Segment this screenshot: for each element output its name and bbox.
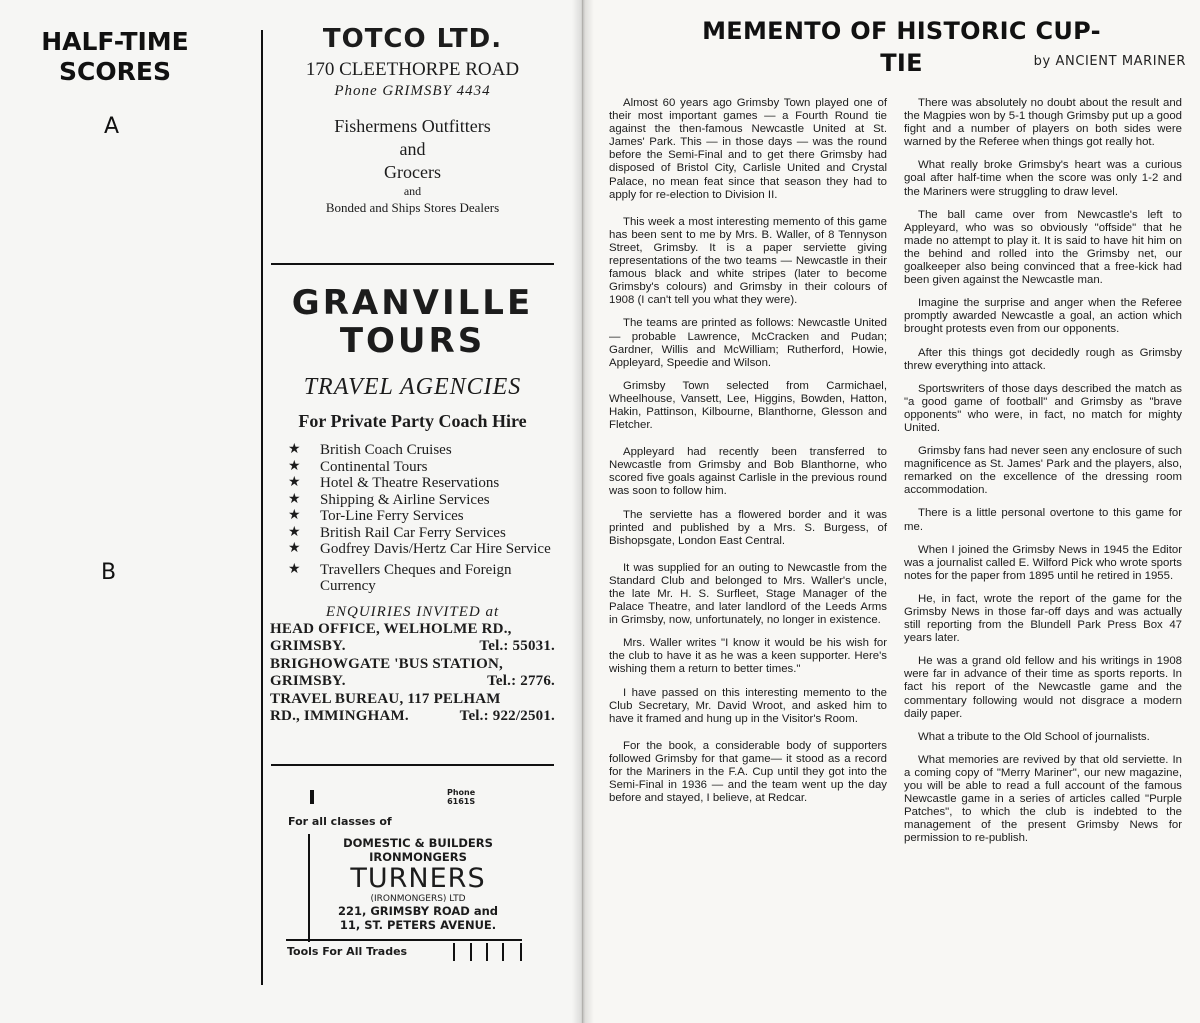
list-item — [284, 508, 555, 525]
domestic-line: DOMESTIC & BUILDERS — [343, 836, 493, 850]
star-icon: ★ — [288, 491, 301, 507]
star-icon: ★ — [288, 541, 301, 556]
star-icon: ★ — [288, 458, 301, 474]
paragraph: What really broke Grimsby's heart was a curious goal after half-time when the score was only 1-2 and the Mariners were struggling to draw level. — [904, 159, 1182, 198]
ad-frame-left — [308, 834, 310, 942]
address-line — [270, 708, 555, 726]
paragraph: There was absolutely no doubt about the result and the Magpies won by 5-1 though Grimsby put up a good fight and a number of players on both sides were warned by the Referee when things got really hot. — [904, 97, 1182, 149]
service-label: Travellers Cheques and Foreign Currency — [320, 561, 512, 594]
column-divider — [261, 30, 263, 985]
ironmongers-line: IRONMONGERS — [369, 850, 467, 864]
halftime-title-line2: SCORES — [59, 57, 171, 86]
article-column-right — [904, 97, 1182, 856]
service-label: Tor-Line Ferry Services — [320, 508, 464, 524]
paragraph: I have passed on this interesting memento to the Club Secretary, Mr. David Wroot, and asked him to have it framed and hung up in the Visitor's Room. — [609, 686, 887, 725]
paragraph: What memories are revived by that old serviette. In a coming copy of "Merry Mariner", our new magazine, you will be able to read a full account of the famous Newcastle game in a series of articles called "Purple Patches", to which the club is indebted to the management of the present Grimsby News for permission to re-publish. — [904, 753, 1182, 845]
address-phone: Tel.: 922/2501. — [459, 708, 555, 725]
totco-phone: Phone GRIMSBY 4434 — [334, 83, 491, 99]
turners-ltd: (IRONMONGERS) LTD — [370, 894, 466, 904]
ad-divider-2 — [271, 764, 554, 766]
paragraph: Sportswriters of those days described the match as "a good game of football" and Grimsby as "brave opponents" who were, in fact, no match for mighty United. — [904, 382, 1182, 434]
list-item — [284, 475, 555, 492]
service-label: Hotel & Theatre Reservations — [320, 475, 500, 491]
ad-tick — [453, 943, 455, 961]
totco-line-and: and — [399, 139, 426, 159]
list-item — [284, 562, 555, 595]
paragraph: The ball came over from Newcastle's left to Appleyard, who was so obviously "offside" that he made no attempt to play it. It is said to have hit him on the behind and rolled into the Grimsby net, our goalkeeper also being convinced that a free-kick had been given against the Newcastle man. — [904, 208, 1182, 287]
phone-label: Phone — [447, 788, 476, 797]
paragraph: Imagine the surprise and anger when the Referee promptly awarded Newcastle a goal, an action which brought protests even from our opponents. — [904, 297, 1182, 336]
enquiries-invited: ENQUIRIES INVITED at — [325, 603, 500, 620]
star-icon: ★ — [288, 508, 301, 523]
star-icon: ★ — [288, 475, 301, 490]
paragraph: There is a little personal overtone to this game for me. — [904, 507, 1182, 533]
totco-line-and-small: and — [403, 184, 422, 198]
article-title: MEMENTO OF HISTORIC CUP-TIE — [702, 17, 1101, 77]
address-line: TRAVEL BUREAU, 117 PELHAM — [270, 690, 501, 707]
ad-tick — [502, 943, 504, 961]
totco-line-grocers: Grocers — [384, 162, 441, 182]
ad-tick — [520, 943, 522, 961]
turners-advertisement — [270, 770, 555, 975]
paragraph: When I joined the Grimsby News in 1945 the Editor was a journalist called E. Wilford Pick who wrote sports notes for the paper from 1895 until he retired in 1955. — [904, 543, 1182, 582]
turners-address — [318, 904, 518, 932]
totco-line-outfitters: Fishermens Outfitters — [334, 116, 491, 136]
paragraph: Almost 60 years ago Grimsby Town played one of their most important games — a Fourth Round tie against the then-famous Newcastle United at St. James' Park. This — in those days — was the round before the Semi-Final and to get there Grimsby had disposed of Bristol City, Carlisle United and Crystal Palace, no mean feat since that season they had to apply for re-election to Division II. — [609, 97, 887, 201]
granville-tours-advertisement — [270, 284, 555, 726]
ad-divider-1 — [271, 263, 554, 265]
paragraph: The teams are printed as follows: Newcastle United — probable Lawrence, McCracken and Pudan; Gardner, Willis and McWilliam; Rutherford, Howie, Appleyard, Speedie and Wilson. — [609, 317, 887, 369]
paragraph: Appleyard had recently been transferred to Newcastle from Grimsby and Bob Blanthorne, who scored five goals against Carlisle in the previous round was soon to follow him. — [609, 446, 887, 498]
paragraph: What a tribute to the Old School of journalists. — [918, 730, 1150, 743]
list-item — [284, 541, 555, 558]
score-label-a: A — [104, 114, 120, 139]
address-line: BRIGHOWGATE 'BUS STATION, — [270, 655, 503, 672]
service-label: British Coach Cruises — [320, 442, 452, 458]
list-item — [284, 442, 555, 459]
list-item — [284, 525, 555, 542]
list-item — [284, 459, 555, 476]
book-gutter — [572, 0, 594, 1023]
address-phone: Tel.: 55031. — [479, 638, 555, 655]
address-line: HEAD OFFICE, WELHOLME RD., — [270, 620, 512, 637]
score-label-b: B — [101, 560, 117, 585]
halftime-scores-title — [20, 27, 210, 87]
for-all-classes: For all classes of — [288, 815, 392, 828]
address-town: GRIMSBY. — [270, 673, 346, 690]
paragraph: This week a most interesting memento of this game has been sent to me by Mrs. B. Waller, of 8 Tennyson Street, Grimsby. It is a paper serviette giving representations of the two teams — Newcastle in their famous black and white stripes (later to become Grimsby's colours) and Grimsby in their colours of 1908 (I can't tell you what they were). — [609, 215, 887, 307]
ad-tick — [486, 943, 488, 961]
coach-hire-heading: For Private Party Coach Hire — [298, 411, 527, 431]
address-town: RD., IMMINGHAM. — [270, 708, 409, 725]
service-label: Continental Tours — [320, 458, 428, 475]
service-label: British Rail Car Ferry Services — [320, 524, 506, 541]
paragraph: For the book, a considerable body of supporters followed Grimsby for that game— it stood as a record for the Mariners in the F.A. Cup until they got into the Semi-Final in 1936 — and the team went up the day before and stayed, I believe, at Redcar. — [609, 739, 887, 805]
tools-for-all-trades: Tools For All Trades — [287, 945, 408, 958]
article-byline: by ANCIENT MARINER — [1033, 54, 1186, 69]
paragraph: Grimsby Town selected from Carmichael, Wheelhouse, Vansett, Lee, Higgins, Bowden, Hatton, Hakin, Pattinson, Kilbourne, Blanthorne, Glesson and Fletcher. — [609, 379, 887, 432]
paragraph: The serviette has a flowered border and it was printed and published by a Mrs. S. Burgess, of Bishopsgate, London East Central. — [609, 508, 887, 547]
totco-line-stores: Bonded and Ships Stores Dealers — [325, 200, 500, 215]
totco-address: 170 CLEETHORPE ROAD — [305, 59, 520, 80]
domestic-builders — [318, 836, 518, 864]
halftime-title-line1: HALF-TIME — [41, 27, 189, 56]
granville-name: GRANVILLE — [291, 283, 534, 323]
left-page — [0, 0, 582, 1023]
phone-number: 6161S — [447, 797, 476, 806]
services-list — [284, 442, 555, 595]
turners-phone — [447, 788, 475, 806]
tours-name: TOURS — [339, 321, 486, 361]
service-label: Shipping & Airline Services — [320, 491, 490, 508]
ad-bar — [310, 790, 314, 804]
paragraph: Grimsby fans had never seen any enclosure of such magnificence as St. James' Park and the players, also, remarked on the excellence of the dressing room accommodation. — [904, 445, 1182, 497]
article-column-left — [609, 97, 887, 815]
paragraph: It was supplied for an outing to Newcastle from the Standard Club and belonged to Mrs. Waller's uncle, the late Mr. H. S. Surfleet, Stage Manager of the Palace Theatre, and later landlord of the Leeds Arms in Grimsby, now, unfortunately, no longer in existence. — [609, 561, 887, 627]
address-line — [270, 673, 555, 691]
list-item — [284, 492, 555, 509]
paragraph: He was a grand old fellow and his writings in 1908 were far in advance of their time as sports reports. In fact his report of the Newcastle game and the commentary following would not disgrace a modern daily paper. — [904, 655, 1182, 720]
star-icon: ★ — [288, 442, 301, 457]
paragraph: He, in fact, wrote the report of the game for the Grimsby News in those far-off days and was actually still reporting from the Blundell Park Press Box 47 years later. — [904, 592, 1182, 645]
ad-tick — [470, 943, 472, 961]
paragraph: Mrs. Waller writes "I know it would be his wish for the club to have it as he was a keen supporter. Here's wishing them a return to better times." — [609, 637, 887, 676]
address-line — [270, 638, 555, 656]
totco-advertisement — [270, 22, 555, 216]
address-town: GRIMSBY. — [270, 638, 346, 655]
address-line: 221, GRIMSBY ROAD and — [337, 904, 499, 918]
paragraph: After this things got decidedly rough as Grimsby threw everything into attack. — [904, 346, 1182, 372]
service-label: Godfrey Davis/Hertz Car Hire Service — [320, 541, 551, 557]
ad-frame-bottom — [286, 939, 522, 941]
star-icon: ★ — [288, 561, 301, 577]
address-line: 11, ST. PETERS AVENUE. — [339, 918, 497, 932]
travel-agencies-tagline: TRAVEL AGENCIES — [303, 374, 522, 400]
star-icon: ★ — [288, 524, 301, 540]
totco-name: TOTCO LTD. — [322, 24, 503, 54]
turners-name: TURNERS — [350, 863, 486, 894]
granville-addresses — [270, 621, 555, 727]
address-phone: Tel.: 2776. — [487, 673, 555, 690]
